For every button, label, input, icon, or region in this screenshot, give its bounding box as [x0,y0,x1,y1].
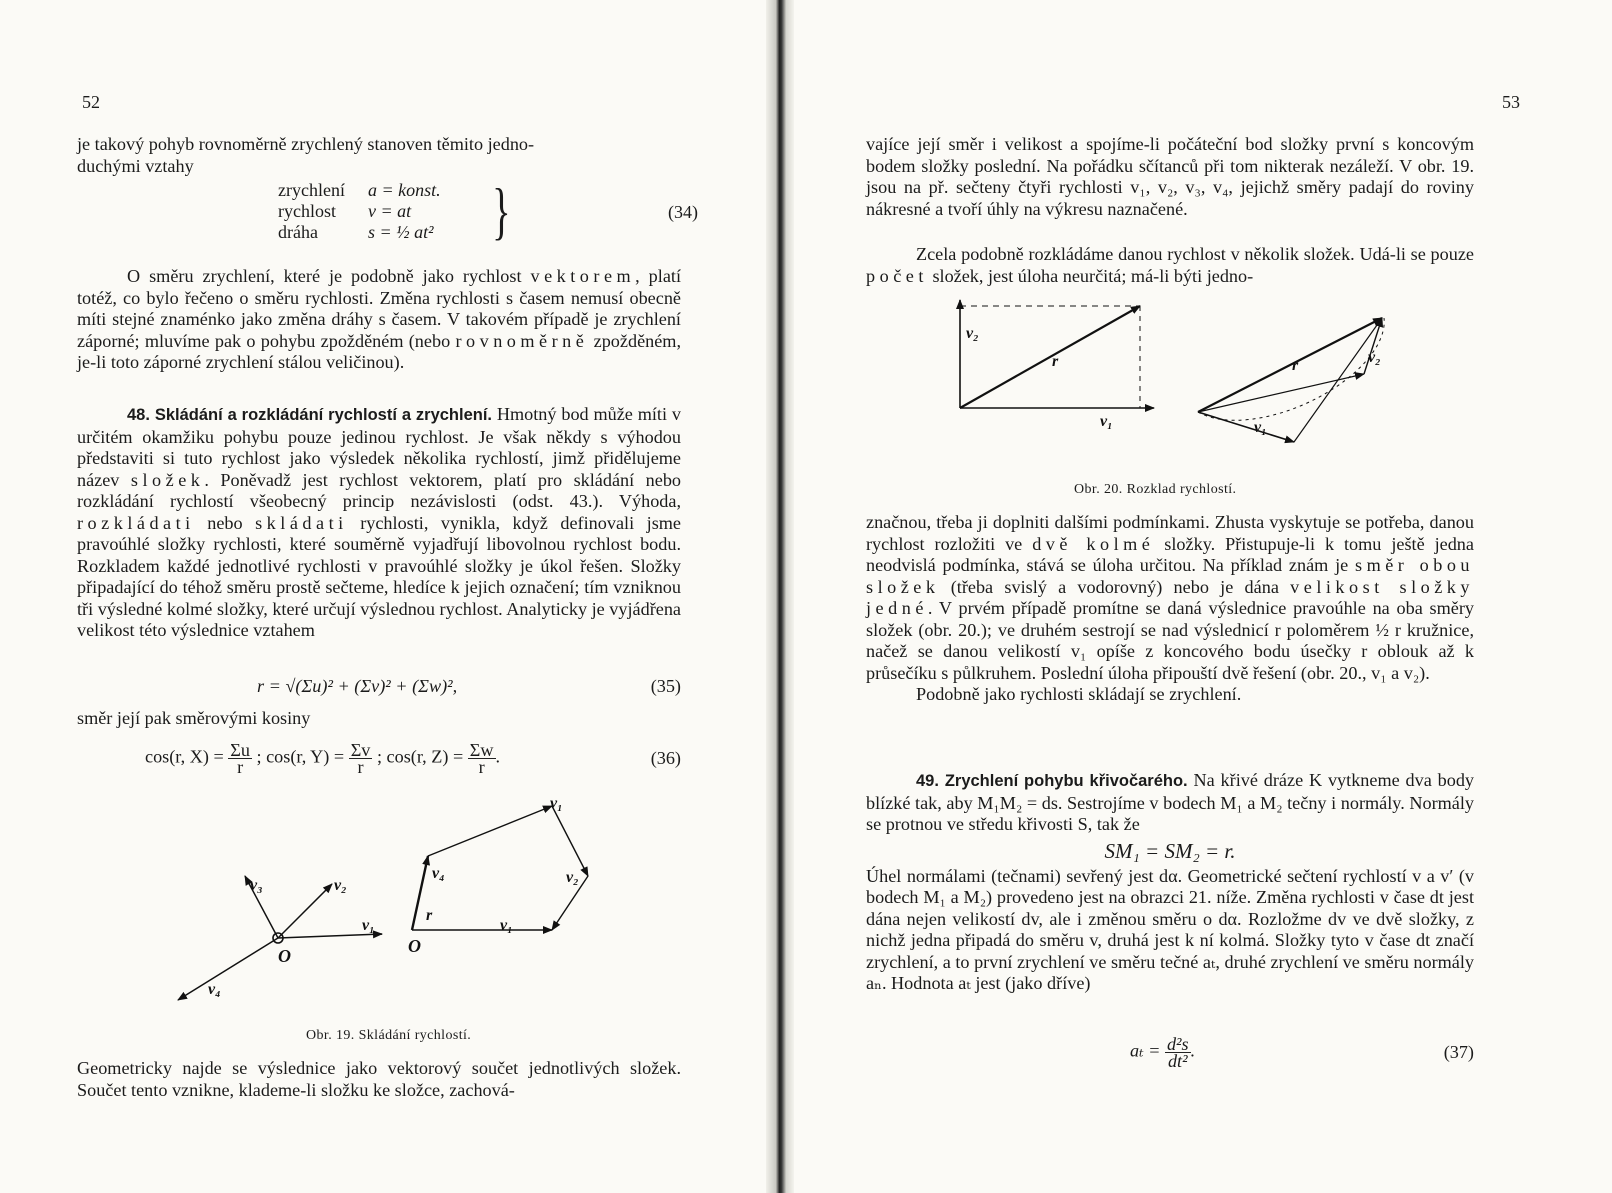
section-49: 49. Zrychlení pohybu křivočarého. Na křivé dráze K vytkneme dva body blízké tak, aby M₁M₂ = ds. Sestrojíme v bodech M₁ a M₂ tečny i normály. Normály se protnou ve středu křivosti S, tak že SM₁ = SM₂ = r. Úhel normálami (tečnami) sevřený jest dα. Geometrické sečtení rychlostí v a v′ (v bodech M₁ a M₂) provedeno jest na obrazci 21. níže. Změna rychlosti v čase dt jest dána nejen velikostí dv, ale i změnou směru o dα. Rozložme dv ve dvě složky, z nichž jedna připadá do směru v, druhá jest k ní kolmá. Složky tyto v čase dt značí zrychlení, a to první zrychlení ve směru tečné aₜ, druhé zrychlení ve směru normály aₙ. Hodnota aₜ jest (jako dříve) [866,770,1475,993]
book-gutter [766,0,794,1193]
component-v1-alt [1198,374,1364,412]
equation-number: (35) [650,676,681,696]
continued-paragraph: vajíce její směr i velikost a spojíme-li počáteční bod složky první s koncovým bodem složky poslední. Na pořádku sčítanců při tom nikterak nezáleží. V obr. 19. jsou na př. sečteny čtyři rychlosti v₁, v₂, v₃, v₄, jejichž směry padají do roviny nákresné a tvoří úhly na výkresu naznačené. [866,134,1474,219]
equation-36: cos(r, X) = $\frac{\Sigma u}{r}$ ; cos(r, Y) = $\frac{\Sigma v}{r}$ ; cos(r, Z) = $\frac{\Sigma w}{r}$ . (36) [145,740,681,777]
vector-v4 [178,938,278,1000]
left-page [0,0,766,1193]
label-v1: v₁ [362,917,375,934]
text-line: je takový pohyb rovnoměrně zrychlený stanoven těmito jedno- [77,134,535,154]
paragraph-decomposition: Zcela podobně rozkládáme danou rychlost v několik složek. Udá-li se pouze počet složek, jest úloha neurčitá; má-li býti jedno- [866,244,1474,286]
section-48: 48. Skládání a rozkládání rychlostí a zrychlení. Hmotný bod může míti v určitém okamžiku pohybu pouze jedinou rychlost. Je však někdy s výhodou představiti si tuto rychlost jako výsledek několika rychlostí, jimž přidělujeme název složek. Poněvadž jest rychlost vektorem, platí pro skládání nebo rozkládání rychlostí všeobecný princip nezávislosti (odst. 43.). Výhoda, rozkládati nebo skládati rychlosti, vynikla, když definovali jsme pravoúhlé složky rychlosti, které souměrně vyjadřují libovolnou rychlost bodu. Rozkladem každé jednotlivé rychlosti v pravoúhlé složky je úkol řešen. Složky připadající do téhož směru prostě sečteme, hledíce k jejich označení; tím vzniknou tři výsledné kolmé složky, které určují výslednou rychlost. Analyticky je vyjádřena velikost této výslednice vztahem [77,404,682,640]
vector-v1 [278,934,382,938]
label-r: r [426,907,433,924]
label-v2: v₂ [966,325,979,342]
label-origin: O [278,946,291,966]
figure-19 [170,790,620,1030]
section-heading: 48. Skládání a rozkládání rychlostí a zrychlení. [127,406,493,424]
figure-caption: Obr. 20. Rozklad rychlostí. [1074,482,1237,497]
final-paragraph: Geometricky najde se výslednice jako vektorový součet jednotlivých složek. Součet tento vznikne, klademe-li složku ke složce, zachová- [77,1058,681,1100]
figure-caption: Obr. 19. Skládání rychlostí. [306,1028,472,1043]
text-line: směr její pak směrovými kosiny [77,708,311,728]
paragraph-conditions: značnou, třeba ji doplniti dalšími podmínkami. Zhusta vyskytuje se potřeba, danou rychlost rozložiti ve dvě kolmé složky. Přistupuje-li k tomu ještě jedna neodvislá podmínka, stává se úloha určitou. Na příklad znám je směr obou složek (třeba svislý a vodorovný) nebo je dána velikost složky jedné. V prvém případě promítne se daná výslednice pravoúhle na oba směry složek (obr. 20.); ve druhém sestrojí se nad výslednicí r poloměrem ½ r kružnice, načež se danou velikostí v₁ opíše z koncového bodu úsečky r oblouk až k průsečíku s půlkruhem. Poslední úloha připouští dvě řešení (obr. 20., v₁ a v₂). Podobně jako rychlosti skládají se zrychlení. [866,512,1475,704]
fig20-semicircle-decomposition [1198,318,1384,442]
equation-sm: SM₁ = SM₂ = r. [1104,838,1236,863]
vector-v2 [278,884,332,938]
label-v1: v₁ [1100,413,1113,430]
section-heading: 49. Zrychlení pohybu křivočarého. [916,772,1188,790]
label-v2: v₂ [566,869,579,886]
label-v2: v₂ [334,877,347,894]
equation-row: dráha s = ½ at² [278,222,434,242]
intro-text [77,134,681,177]
label-v2: v₂ [1368,349,1381,366]
fig19-vector-polygon [408,795,588,956]
component-v1 [1198,412,1294,442]
resultant-r [1198,318,1382,412]
label-v4: v₄ [208,981,221,998]
label-r: r [1052,353,1059,370]
label-r: r [1292,357,1299,374]
brace-symbol: } [492,175,511,246]
fig19-vector-star [178,876,382,1000]
polygon-v3 [552,806,588,876]
label-v3: v₃ [250,877,263,894]
label-v1: v₁ [550,795,563,812]
label-origin: O [408,936,421,956]
label-v1: v₁ [500,917,513,934]
equation-row: zrychlení a = konst. [278,180,441,200]
label-v1: v₁ [1254,419,1267,436]
right-page [794,0,1612,1193]
equation-37: aₜ = $\frac{\text{d²s}}{\text{dt²}}$ . (37) [1130,1034,1474,1071]
page-number: 52 [82,92,100,112]
page-number: 53 [1502,92,1520,112]
equation-system-34 [278,175,698,260]
equation-number: (37) [1443,1042,1474,1062]
label-v4: v₄ [432,865,445,882]
paragraph-acceleration-direction: O směru zrychlení, které je podobně jako rychlost vektorem, platí totéž, co bylo řečeno o směru rychlosti. Změna rychlosti s časem nemusí obecně míti stejné znaménko jako změna dráhy s časem. V takovém případě je zrychlení záporné; mluvíme pak o pohybu zpožděném (nebo rovnoměrně zpožděném, je-li toto záporné zrychlení stálou veličinou). [77,266,682,372]
resultant-r [960,306,1140,408]
text-line: duchými vztahy [77,155,194,176]
equation-35: r = √(Σu)² + (Σv)² + (Σw)², (35) směr její pak směrovými kosiny [77,676,681,728]
equation-number: (34) [668,202,698,222]
fig20-rectangle-decomposition [960,300,1154,430]
equation-row: rychlost v = at [278,201,412,221]
polygon-v4 [428,806,552,856]
figure-20 [954,290,1414,480]
equation-number: (36) [650,748,681,768]
